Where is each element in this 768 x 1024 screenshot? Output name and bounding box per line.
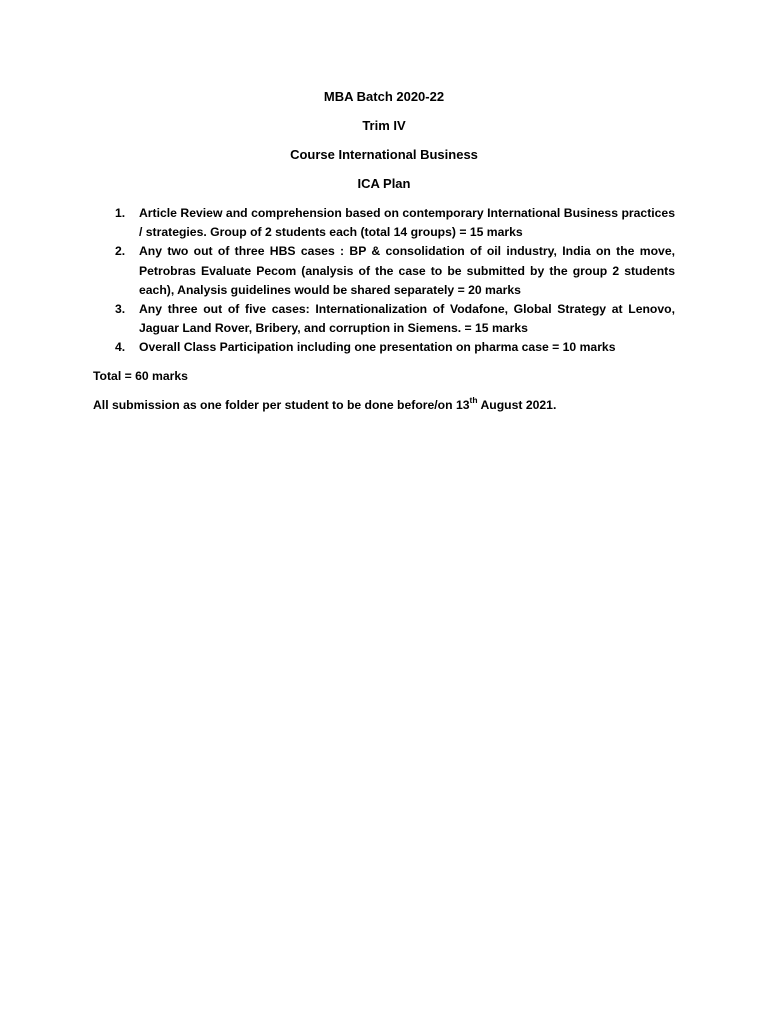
submission-note [93, 396, 556, 414]
ica-plan-list [93, 204, 675, 358]
trim-heading: Trim IV [362, 118, 406, 133]
list-item-number: 1. [115, 206, 126, 220]
list-item [93, 300, 675, 338]
list-item-text: Any three out of five cases: Internationalization of Vodafone, Global Strategy at Lenovo, Jaguar Land Rover, Bribery, and corruption in Siemens. = 15 marks [139, 302, 675, 336]
course-heading: Course International Business [290, 147, 478, 162]
submission-date-rest: August 2021. [477, 398, 557, 412]
batch-heading: MBA Batch 2020-22 [323, 89, 445, 104]
date-ordinal-suffix: th [469, 394, 478, 405]
list-item [93, 338, 675, 357]
list-item-text: Overall Class Participation including one presentation on pharma case = 10 marks [139, 340, 616, 355]
list-item [93, 204, 675, 242]
list-item [93, 242, 675, 300]
submission-text: All submission as one folder per student to be done before/on 13 [93, 398, 470, 412]
list-item-number: 3. [115, 302, 126, 317]
list-item-number: 4. [115, 340, 126, 355]
list-item-text: Article Review and comprehension based on contemporary International Business practices / strategies. Group of 2 students each (total 14 groups) = 15 marks [139, 206, 675, 240]
total-marks: Total = 60 marks [93, 369, 188, 383]
list-item-number: 2. [115, 244, 126, 259]
plan-title: ICA Plan [357, 176, 411, 191]
list-item-text: Any two out of three HBS cases : BP & consolidation of oil industry, India on the move, Petrobras Evaluate Pecom (analysis of the case to be submitted by the group 2 students each), Analysis guidelines would be shared separately = 20 marks [139, 244, 675, 297]
